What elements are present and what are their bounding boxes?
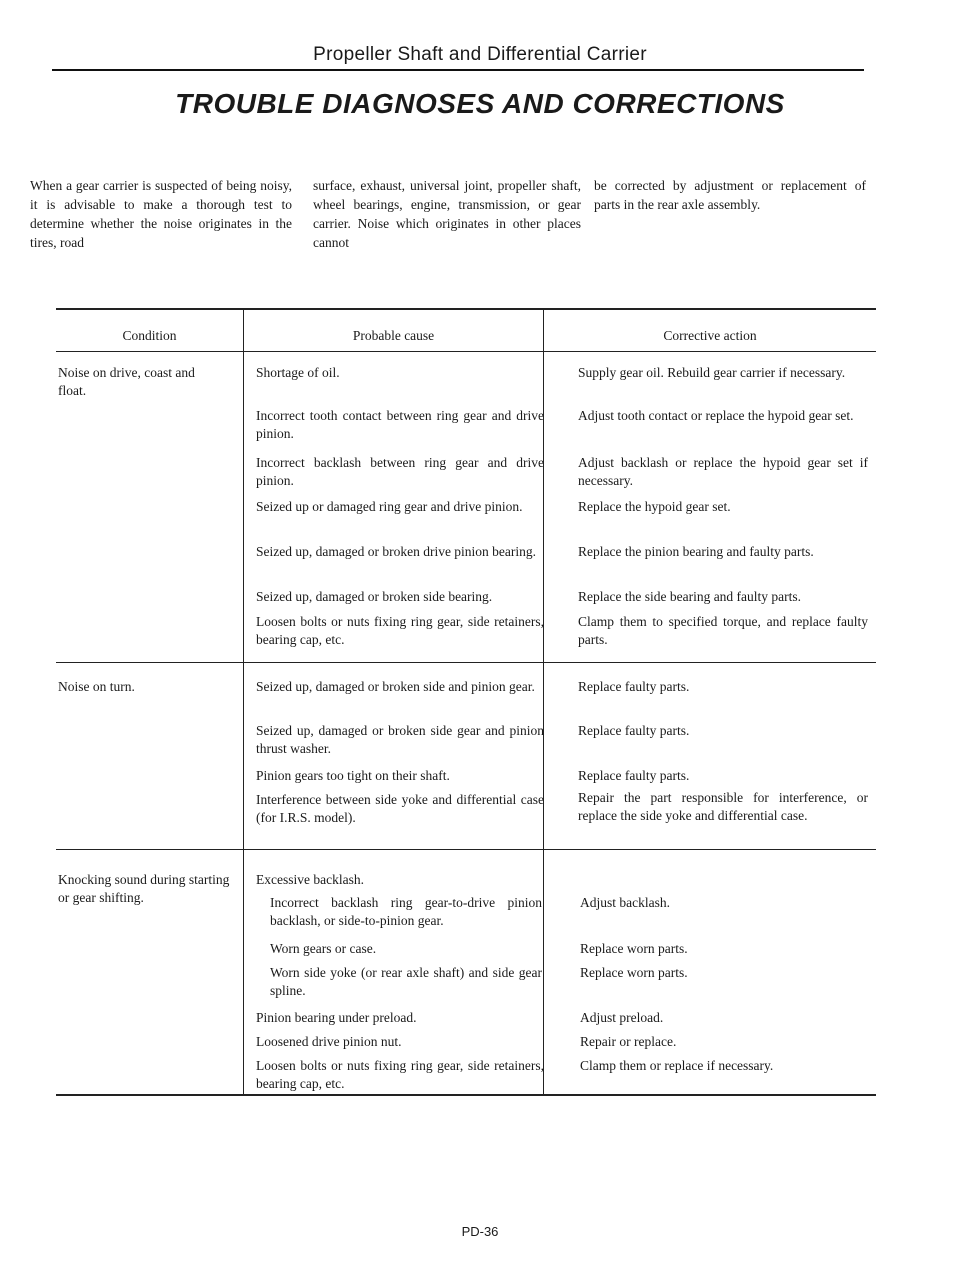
action-item: Replace faulty parts. xyxy=(578,768,690,783)
cause-item: Pinion gears too tight on their shaft. xyxy=(256,768,450,783)
condition-cell: Noise on drive, coast and float. xyxy=(58,365,195,398)
action-item: Adjust preload. xyxy=(580,1010,664,1025)
intro-column-1 xyxy=(30,176,292,252)
group-1-bottom-rule xyxy=(56,662,876,663)
intro-text-3: be corrected by adjustment or replacement of parts in the rear axle assembly. xyxy=(594,178,866,212)
cause-item: Seized up, damaged or broken drive pinion bearing. xyxy=(256,544,537,559)
intro-text-1: When a gear carrier is suspected of being noisy, it is advisable to make a thorough test to determine whether the noise originates in the tires, road xyxy=(30,178,292,250)
running-header: Propeller Shaft and Differential Carrier xyxy=(313,44,647,65)
action-item: Adjust backlash or replace the hypoid gear set if necessary. xyxy=(578,455,868,488)
cause-item: Loosen bolts or nuts fixing ring gear, side retainers, bearing cap, etc. xyxy=(256,1058,544,1091)
header-probable-cause: Probable cause xyxy=(352,328,435,343)
intro-column-3 xyxy=(594,176,866,214)
cause-item: Seized up, damaged or broken side bearing. xyxy=(256,589,493,604)
action-item: Clamp them to specified torque, and replace faulty parts. xyxy=(578,614,868,647)
condition-cell: Knocking sound during starting or gear shifting. xyxy=(58,872,230,905)
action-item: Replace faulty parts. xyxy=(578,679,690,694)
header-bottom-rule xyxy=(56,351,876,352)
action-item: Supply gear oil. Rebuild gear carrier if necessary. xyxy=(578,365,846,380)
column-divider-1 xyxy=(243,310,244,1094)
diagnosis-table xyxy=(56,308,876,1096)
page-title: TROUBLE DIAGNOSES AND CORRECTIONS xyxy=(175,88,785,119)
action-item: Replace worn parts. xyxy=(580,965,688,980)
action-item: Replace faulty parts. xyxy=(578,723,690,738)
table-top-rule xyxy=(56,308,876,310)
action-item: Replace the hypoid gear set. xyxy=(578,499,731,514)
condition-cell: Noise on turn. xyxy=(58,679,135,694)
header-corrective-action: Corrective action xyxy=(663,328,757,343)
group-2-bottom-rule xyxy=(56,849,876,850)
cause-item: Incorrect backlash ring gear-to-drive pinion backlash, or side-to-pinion gear. xyxy=(270,895,542,928)
cause-item: Worn gears or case. xyxy=(270,941,377,956)
action-item: Repair the part responsible for interference, or replace the side yoke and differential case. xyxy=(578,790,868,823)
cause-item: Interference between side yoke and differential case (for I.R.S. model). xyxy=(256,792,544,825)
cause-item: Pinion bearing under preload. xyxy=(256,1010,417,1025)
header-rule xyxy=(52,69,864,71)
action-item: Replace worn parts. xyxy=(580,941,688,956)
action-item: Replace the side bearing and faulty parts. xyxy=(578,589,802,604)
header-condition: Condition xyxy=(122,328,177,343)
page-number: PD-36 xyxy=(461,1224,499,1239)
cause-item: Shortage of oil. xyxy=(256,365,340,380)
cause-item: Incorrect backlash between ring gear and drive pinion. xyxy=(256,455,544,488)
cause-item: Incorrect tooth contact between ring gear and drive pinion. xyxy=(256,408,544,441)
action-item: Clamp them or replace if necessary. xyxy=(580,1058,774,1073)
cause-item: Seized up, damaged or broken side and pinion gear. xyxy=(256,679,535,694)
cause-item: Seized up or damaged ring gear and drive pinion. xyxy=(256,499,523,514)
intro-text-2: surface, exhaust, universal joint, propeller shaft, wheel bearings, engine, transmission, or gear carrier. Noise which originates in other places cannot xyxy=(313,178,581,250)
action-item: Repair or replace. xyxy=(580,1034,677,1049)
action-item: Adjust backlash. xyxy=(580,895,670,910)
cause-item: Loosen bolts or nuts fixing ring gear, side retainers, bearing cap, etc. xyxy=(256,614,544,647)
intro-column-2 xyxy=(313,176,581,252)
cause-item: Seized up, damaged or broken side gear and pinion thrust washer. xyxy=(256,723,544,756)
table-bottom-rule xyxy=(56,1094,876,1096)
action-item: Adjust tooth contact or replace the hypoid gear set. xyxy=(578,408,854,423)
cause-item: Worn side yoke (or rear axle shaft) and side gear spline. xyxy=(270,965,542,998)
cause-item: Loosened drive pinion nut. xyxy=(256,1034,402,1049)
cause-item: Excessive backlash. xyxy=(256,872,364,887)
action-item: Replace the pinion bearing and faulty parts. xyxy=(578,544,814,559)
